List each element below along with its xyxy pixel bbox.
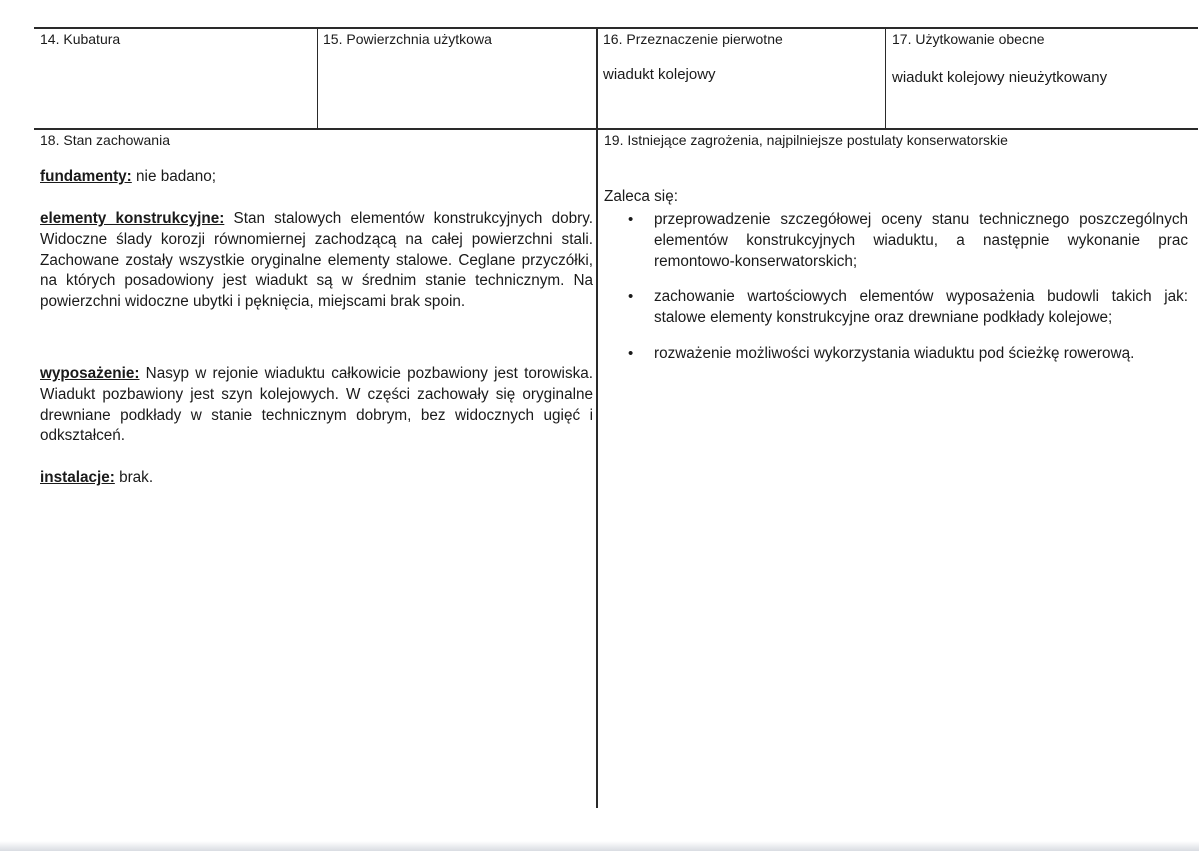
col-divider-16-17 <box>885 28 886 129</box>
przeznaczenie-label: 16. Przeznaczenie pierwotne <box>603 31 783 47</box>
stan-zachowania-label: 18. Stan zachowania <box>40 132 170 148</box>
postulaty-list <box>628 210 1188 380</box>
zagrozenia-label: 19. Istniejące zagrożenia, najpilniejsze postulaty konserwatorskie <box>604 132 1008 148</box>
elementy-konstrukcyjne-paragraph <box>40 209 593 313</box>
scan-edge-shadow <box>0 841 1199 851</box>
list-item: • rozważenie możliwości wykorzystania wiaduktu pod ścieżkę rowerową. <box>628 344 1188 365</box>
elementy-konstrukcyjne-keyword: elementy konstrukcyjne: <box>40 210 225 227</box>
uzytkowanie-label: 17. Użytkowanie obecne <box>892 31 1045 47</box>
table-row-divider <box>34 128 1198 130</box>
instalacje-paragraph <box>40 468 593 489</box>
instalacje-keyword: instalacje: <box>40 469 115 486</box>
kubatura-label: 14. Kubatura <box>40 31 121 47</box>
wyposazenie-paragraph <box>40 364 593 447</box>
col-divider-14-15 <box>317 28 318 129</box>
fundamenty-keyword: fundamenty: <box>40 168 132 185</box>
fundamenty-text: nie badano; <box>131 168 217 185</box>
instalacje-text: brak. <box>114 469 154 486</box>
elementy-konstrukcyjne-text: Stan stalowych elementów konstrukcyjnych dobry. Widoczne ślady korozji równomiernej zachodzącą na całej powierzchni stali. Zachowane zostały wszystkie oryginalne elementy stalowe. Ceglane przyczółki, na których posadowiony jest wiadukt są w średnim stanie technicznym. Na powierzchni widoczne ubytki i pęknięcia, miejscami brak spoin. <box>40 210 593 311</box>
list-item: • przeprowadzenie szczegółowej oceny stanu technicznego poszczególnych elementów konstrukcyjnych wiaduktu, a następnie wykonanie prac remontowo-konserwatorskich; <box>628 210 1188 272</box>
zaleca-sie-text: Zaleca się: <box>604 188 678 205</box>
powierzchnia-label: 15. Powierzchnia użytkowa <box>323 31 492 47</box>
uzytkowanie-value: wiadukt kolejowy nieużytkowany <box>892 69 1108 86</box>
wyposazenie-keyword: wyposażenie: <box>40 365 140 382</box>
wyposazenie-text: Nasyp w rejonie wiaduktu całkowicie pozbawiony jest torowiska. Wiadukt pozbawiony jest szyn kolejowych. W części zachowały się oryginalne drewniane podkłady w stanie technicznym dobrym, bez widocznych ugięć i odkształceń. <box>40 365 593 445</box>
col-divider-main <box>596 28 598 808</box>
table-top-border <box>34 27 1198 29</box>
list-item: • zachowanie wartościowych elementów wyposażenia budowli takich jak: stalowe elementy konstrukcyjne oraz drewniane podkłady kolejowe; <box>628 287 1188 329</box>
przeznaczenie-value: wiadukt kolejowy <box>603 66 716 83</box>
fundamenty-paragraph <box>40 167 593 188</box>
